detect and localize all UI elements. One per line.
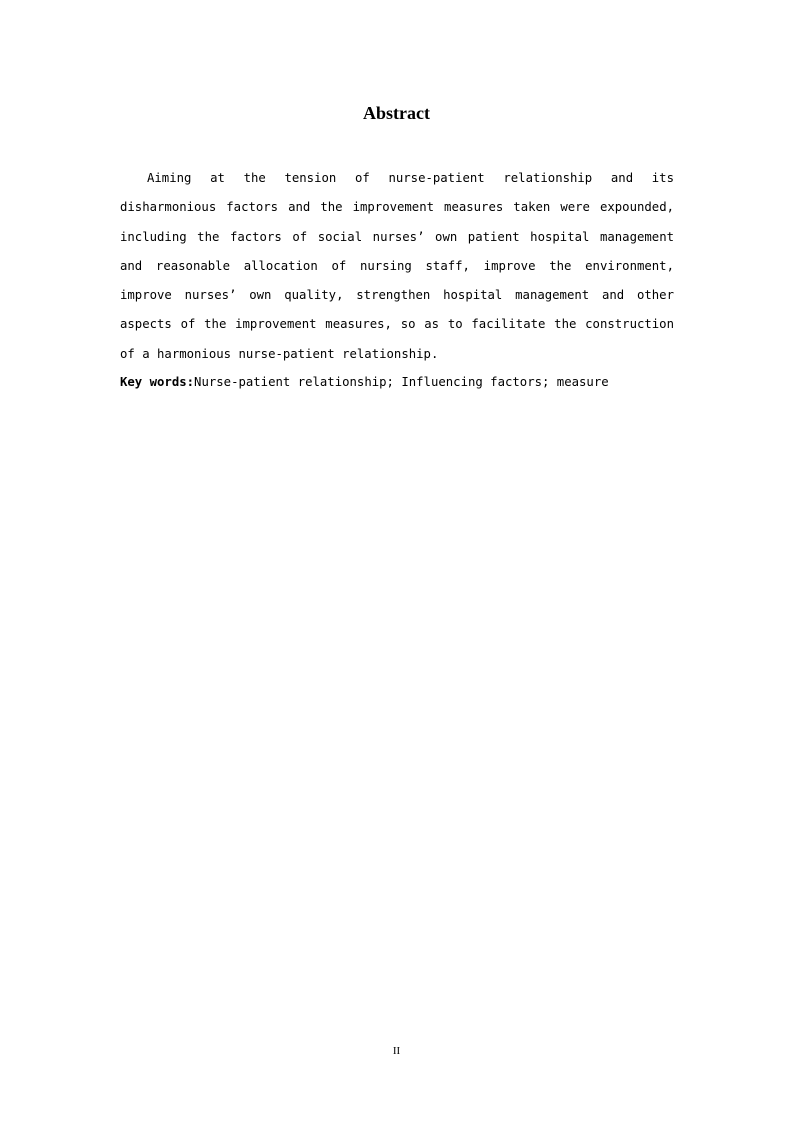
keywords-label: Key words: — [120, 375, 195, 389]
page-number: II — [392, 1045, 401, 1057]
keywords-text: Nurse-patient relationship; Influencing factors; measure — [194, 375, 609, 389]
keywords-line — [120, 370, 674, 394]
abstract-paragraph: Aiming at the tension of nurse-patient relationship and its disharmonious factors and the improvement measures taken were expounded, including the factors of social nurses’ own patient hospital management and reasonable allocation of nursing staff, improve the environment, improve nurses’ own quality, strengthen hospital management and other aspects of the improvement measures, so as to facilitate the construction of a harmonious nurse-patient relationship. — [120, 171, 674, 361]
abstract-title: Abstract — [363, 103, 430, 123]
